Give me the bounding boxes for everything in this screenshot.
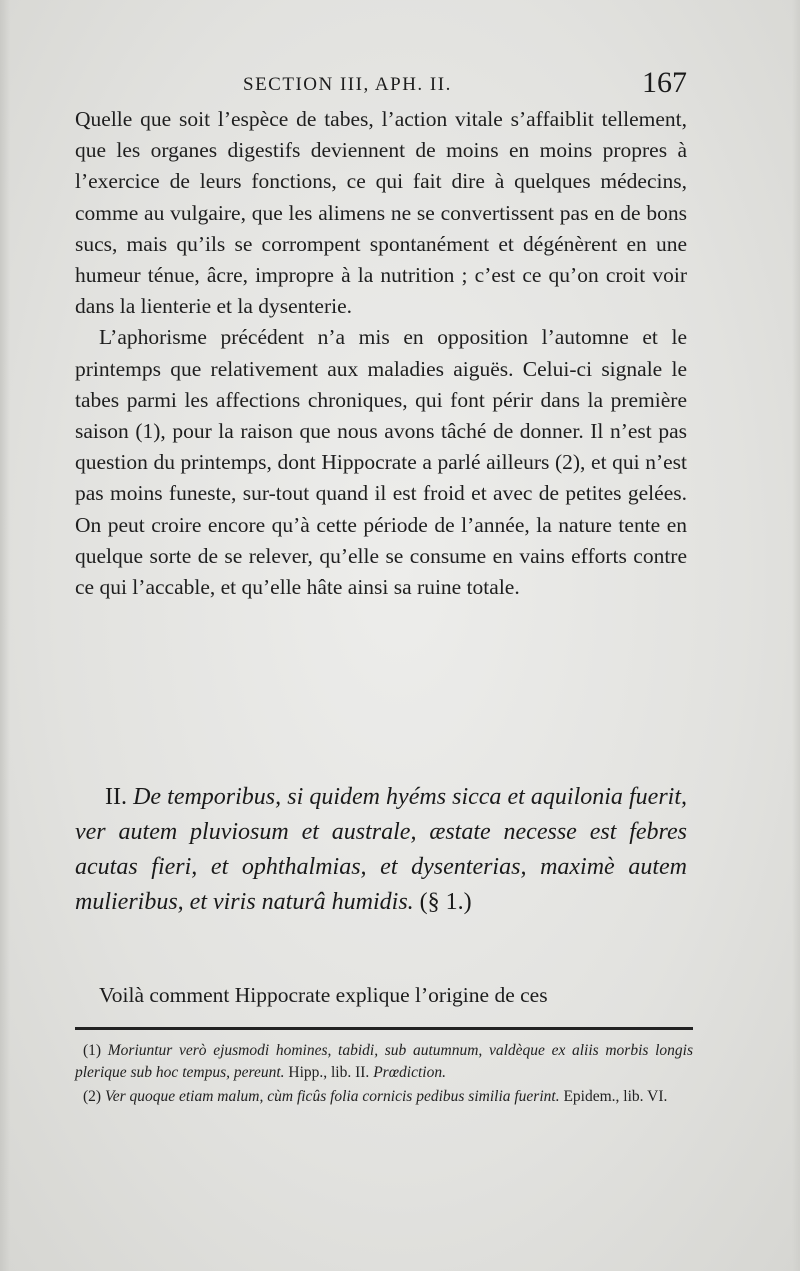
aphorism-reference: (§ 1.): [419, 889, 472, 915]
aphorism-text: De temporibus, si quidem hyéms sicca et aquilonia fuerit, ver autem pluviosum et australe, æstate necesse est febres acutas fieri, et ophthalmias, et dysenterias, maximè autem mulieribus, et viris naturâ humidis.: [75, 784, 687, 915]
page-edge-right: [792, 0, 800, 1271]
page-edge-left: [0, 0, 10, 1271]
aphorism-number: II.: [105, 784, 127, 810]
section-title: SECTION III, APH. II.: [243, 74, 452, 95]
footnote-marker: (1): [83, 1042, 102, 1059]
footnote-rule: [75, 1027, 693, 1030]
footnote-2: [75, 1086, 693, 1108]
paragraph-2: L’aphorisme précédent n’a mis en opposition l’automne et le printemps que relativement aux maladies aiguës. Celui-ci signale le tabes parmi les affections chroniques, qui font périr dans la première saison (1), pour la raison que nous avons tâché de donner. Il n’est pas question du printemps, dont Hippocrate a parlé ailleurs (2), et qui n’est pas moins funeste, sur-tout quand il est froid et avec de petites gelées. On peut croire encore qu’à cette période de l’année, la nature tente en quelque sorte de se relever, qu’elle se consume en vains efforts contre ce qui l’accable, et qu’elle hâte ainsi sa ruine totale.: [75, 325, 687, 600]
continuation-paragraph: Voilà comment Hippocrate explique l’origine de ces: [99, 983, 548, 1007]
footnote-latin: Ver quoque etiam malum, cùm ficûs folia cornicis pedibus similia fuerint.: [104, 1088, 560, 1105]
footnote-1: [75, 1040, 693, 1083]
footnote-source: Hipp., lib. II.: [288, 1063, 370, 1081]
paragraph-1: Quelle que soit l’espèce de tabes, l’action vitale s’affaiblit tellement, que les organes digestifs deviennent de moins en moins propres à l’exercice de leurs fonctions, ce qui fait dire à quelques médecins, comme au vulgaire, que les alimens ne se convertissent pas en de bons sucs, mais qu’ils se corrompent spontanément et dégénèrent en une humeur ténue, âcre, impropre à la nutrition ; c’est ce qu’on croit voir dans la lienterie et la dysenterie.: [75, 107, 687, 319]
footnote-latin: Moriuntur verò ejusmodi homines, tabidi, sub autumnum, valdèque ex aliis morbis longis plerique sub hoc tempus, pereunt.: [75, 1042, 693, 1081]
footnote-marker: (2): [83, 1088, 102, 1105]
page-number: 167: [642, 66, 687, 99]
footnote-source: Epidem., lib. VI.: [563, 1088, 668, 1105]
body-text: [75, 104, 687, 603]
aphorism: [75, 780, 687, 920]
footnotes: [75, 1040, 693, 1111]
running-head: [75, 66, 687, 106]
footnote-source-title: Prœdiction.: [373, 1063, 446, 1081]
